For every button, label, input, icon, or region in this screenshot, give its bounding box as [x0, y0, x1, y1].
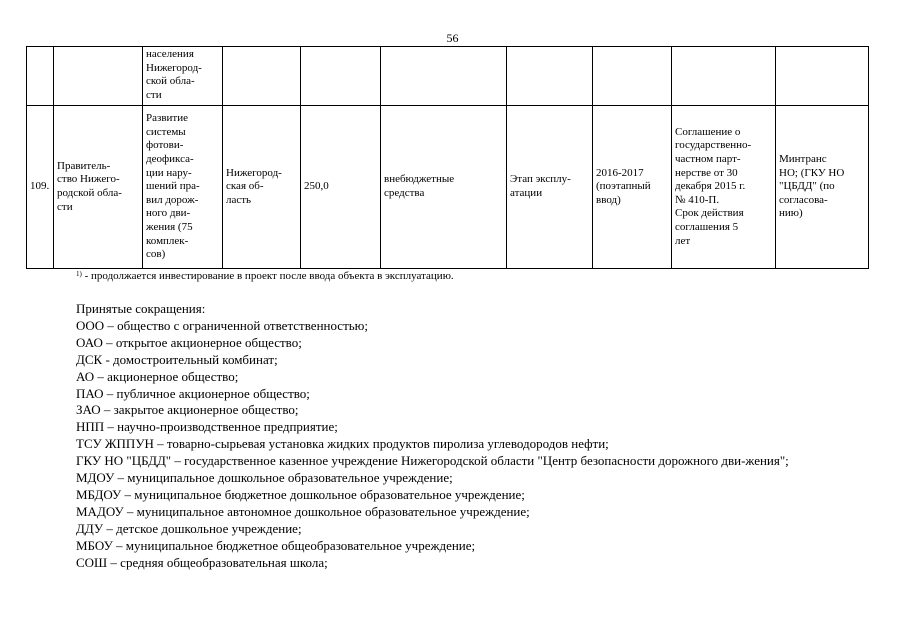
- cell-line: деофикса-: [146, 153, 194, 166]
- cell-amount: [301, 106, 381, 269]
- cell-line: Соглашение о: [675, 125, 741, 138]
- abbreviation-item: ОАО – открытое акционерное общество;: [76, 334, 302, 350]
- cell-line: (поэтапный: [596, 180, 651, 193]
- cell-line: сти: [57, 200, 73, 213]
- table-row: [27, 47, 869, 106]
- cell-line: сов): [146, 248, 166, 261]
- cell-line: частном парт-: [675, 153, 741, 166]
- cell-line: ввод): [596, 193, 621, 206]
- cell-authority: [54, 106, 143, 269]
- cell-line: 109.: [30, 180, 50, 193]
- cell-agreement: [672, 47, 776, 106]
- cell-line: нерстве от 30: [675, 166, 738, 179]
- cell-line: комплек-: [146, 234, 189, 247]
- cell-line: Минтранс: [779, 153, 827, 166]
- abbreviation-item: МДОУ – муниципальное дошкольное образовательное учреждение;: [76, 470, 453, 486]
- cell-line: системы: [146, 125, 186, 138]
- cell-line: внебюджетные: [384, 173, 455, 186]
- page-number: 56: [446, 31, 459, 45]
- cell-line: ская об-: [226, 180, 264, 193]
- cell-responsible: [776, 106, 869, 269]
- cell-source: [381, 47, 507, 106]
- cell-period: [593, 47, 672, 106]
- cell-line: Этап эксплу-: [510, 173, 571, 186]
- abbreviations-list: [32, 301, 880, 572]
- cell-source: [381, 106, 507, 269]
- footnote-text: - продолжается инвестирование в проект после ввода объекта в эксплуатацию.: [81, 270, 454, 282]
- abbreviation-item: МБДОУ – муниципальное бюджетное дошкольное образовательное учреждение;: [76, 486, 525, 502]
- abbreviation-item: СОШ – средняя общеобразовательная школа;: [76, 554, 328, 570]
- cell-line: Срок действия: [675, 207, 744, 220]
- cell-line: государственно-: [675, 139, 752, 152]
- cell-line: жения (75: [146, 220, 193, 233]
- cell-line: 250,0: [304, 180, 329, 193]
- abbreviation-item: НПП – научно-производственное предприятие;: [76, 419, 338, 435]
- cell-line: декабря 2015 г.: [675, 180, 746, 193]
- cell-line: 2016-2017: [596, 166, 644, 179]
- cell-line: Нижегород-: [226, 166, 282, 179]
- cell-line: ласть: [226, 193, 252, 206]
- cell-line: фотови-: [146, 139, 184, 152]
- cell-line: ство Нижего-: [57, 173, 120, 186]
- cell-line: Правитель-: [57, 159, 111, 172]
- cell-line: средства: [384, 187, 425, 199]
- cell-line: № 410-П.: [675, 193, 720, 206]
- cell-line: населения: [146, 48, 194, 60]
- cell-stage: [507, 47, 593, 106]
- cell-line: ции нару-: [146, 166, 192, 179]
- cell-responsible: [776, 47, 869, 106]
- cell-line: Нижегород-: [146, 61, 202, 74]
- cell-location: [223, 47, 301, 106]
- cell-line: ного дви-: [146, 207, 191, 220]
- abbreviation-item: АО – акционерное общество;: [76, 368, 239, 384]
- cell-line: нию): [779, 207, 803, 220]
- abbreviations-heading: Принятые сокращения:: [76, 301, 206, 316]
- cell-line: Развитие: [146, 112, 189, 125]
- cell-amount: [301, 47, 381, 106]
- abbreviation-item: ДДУ – детское дошкольное учреждение;: [76, 520, 302, 536]
- footnote: [76, 270, 454, 283]
- cell-num: [27, 47, 54, 106]
- abbreviation-item: МБОУ – муниципальное бюджетное общеобразовательное учреждение;: [76, 537, 476, 553]
- investment-projects-table: [26, 46, 869, 269]
- cell-num: [27, 106, 54, 269]
- cell-line: вил дорож-: [146, 193, 199, 206]
- cell-authority: [54, 47, 143, 106]
- cell-line: "ЦБДД" (по: [779, 180, 835, 193]
- abbreviation-item: ДСК - домостроительный комбинат;: [76, 351, 278, 367]
- cell-line: соглашения 5: [675, 220, 739, 233]
- cell-location: [223, 106, 301, 269]
- cell-line: НО; (ГКУ НО: [779, 166, 845, 179]
- cell-line: ской обла-: [146, 75, 195, 88]
- abbreviation-item: ТСУ ЖППУН – товарно-сырьевая установка жидких продуктов пиролиза углеводородов нефти;: [76, 436, 609, 452]
- cell-line: шений пра-: [146, 180, 200, 193]
- cell-project: [143, 47, 223, 106]
- cell-line: лет: [675, 234, 691, 247]
- cell-line: согласова-: [779, 193, 828, 206]
- cell-line: сти: [146, 88, 162, 101]
- table-row: [27, 106, 869, 269]
- cell-line: атации: [510, 187, 543, 199]
- abbreviation-item: ПАО – публичное акционерное общество;: [76, 385, 310, 401]
- abbreviation-item: ООО – общество с ограниченной ответственностью;: [76, 317, 369, 333]
- cell-line: родской обла-: [57, 187, 122, 199]
- cell-agreement: [672, 106, 776, 269]
- cell-period: [593, 106, 672, 269]
- abbreviation-item: ЗАО – закрытое акционерное общество;: [76, 402, 299, 418]
- abbreviation-item: ГКУ НО "ЦБДД" – государственное казенное учреждение Нижегородской области "Центр безопасности дорожного дви-жения";: [76, 453, 789, 469]
- cell-stage: [507, 106, 593, 269]
- cell-project: [143, 106, 223, 269]
- footnote-marker: 1): [76, 270, 82, 278]
- abbreviation-item: МАДОУ – муниципальное автономное дошкольное образовательное учреждение;: [76, 503, 530, 519]
